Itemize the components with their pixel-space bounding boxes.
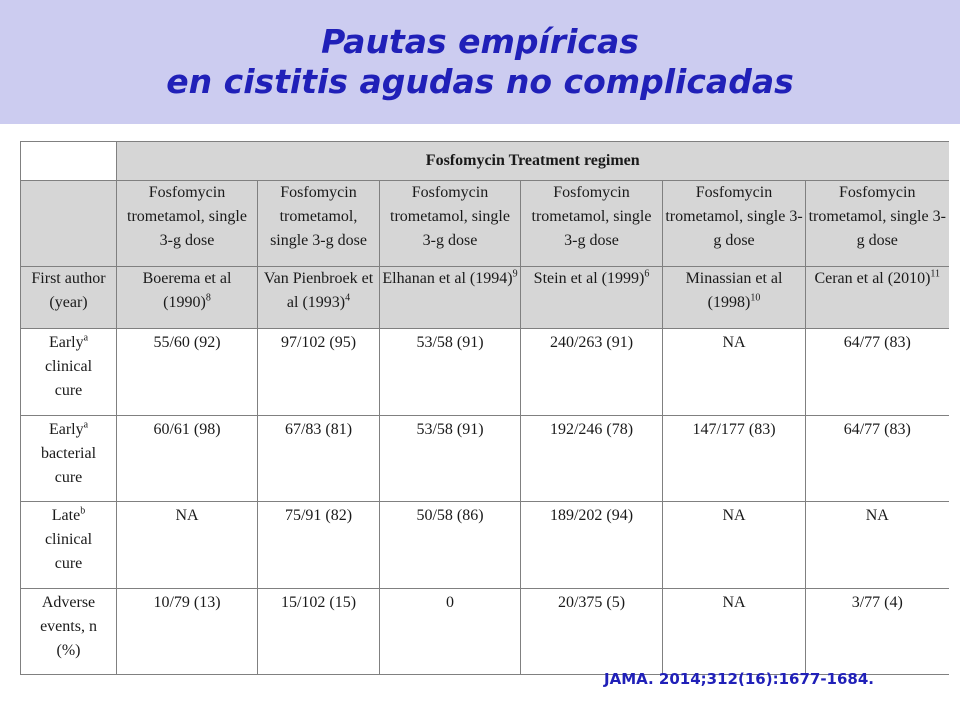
data-cell: 60/61 (98)	[117, 416, 258, 502]
row-label: Adverse events, n (%)	[21, 589, 117, 675]
data-cell: 64/77 (83)	[806, 416, 949, 502]
data-cell: 55/60 (92)	[117, 329, 258, 416]
author-cell: Boerema et al $(1990)^8$	[117, 267, 258, 329]
slide-title	[0, 22, 960, 102]
data-cell: NA	[806, 502, 949, 589]
data-cell: 0	[380, 589, 521, 675]
author-label: First author (year)	[21, 267, 117, 329]
table-row	[21, 589, 949, 675]
regimen-cell: Fosfomycin trometamol, single 3-g dose	[663, 181, 806, 267]
regimen-label-cell	[21, 181, 117, 267]
data-cell: 3/77 (4)	[806, 589, 949, 675]
table-row	[21, 502, 949, 589]
data-cell: NA	[663, 589, 806, 675]
data-cell: 192/246 (78)	[521, 416, 663, 502]
data-cell: 50/58 (86)	[380, 502, 521, 589]
data-cell: 240/263 (91)	[521, 329, 663, 416]
fosfomycin-table	[20, 141, 949, 675]
data-cell: 10/79 (13)	[117, 589, 258, 675]
data-cell: 97/102 (95)	[258, 329, 380, 416]
data-cell: 189/202 (94)	[521, 502, 663, 589]
author-cell: Ceran et al $(2010)^{11}$	[806, 267, 949, 329]
data-cell: 53/58 (91)	[380, 416, 521, 502]
regimen-cell: Fosfomycin trometamol, single 3-g dose	[521, 181, 663, 267]
data-cell: 67/83 (81)	[258, 416, 380, 502]
data-cell: 20/375 (5)	[521, 589, 663, 675]
regimen-row	[21, 181, 949, 267]
data-cell: 53/58 (91)	[380, 329, 521, 416]
table-group-header-row	[21, 142, 949, 181]
author-cell: Van Pienbroek et al $(1993)^4$	[258, 267, 380, 329]
group-header: Fosfomycin Treatment regimen	[117, 142, 949, 181]
table-row	[21, 329, 949, 416]
slide-title-line-2: en cistitis agudas no complicadas	[166, 62, 794, 101]
data-cell: 75/91 (82)	[258, 502, 380, 589]
data-cell: NA	[663, 502, 806, 589]
slide-title-line-1: Pautas empíricas	[321, 22, 639, 61]
data-cell: 15/102 (15)	[258, 589, 380, 675]
row-label: Early$^a$ bacterial cure	[21, 416, 117, 502]
regimen-cell: Fosfomycin trometamol, single 3-g dose	[258, 181, 380, 267]
row-label: Early$^a$ clinical cure	[21, 329, 117, 416]
corner-cell	[21, 142, 117, 181]
citation: JAMA. 2014;312(16):1677-1684.	[604, 670, 874, 688]
author-cell: Stein et al $(1999)^6$	[521, 267, 663, 329]
data-cell: NA	[663, 329, 806, 416]
row-label: Late$^b$ clinical cure	[21, 502, 117, 589]
author-row	[21, 267, 949, 329]
data-cell: 147/177 (83)	[663, 416, 806, 502]
data-cell: NA	[117, 502, 258, 589]
author-cell: Elhanan et al $(1994)^9$	[380, 267, 521, 329]
regimen-cell: Fosfomycin trometamol, single 3-g dose	[806, 181, 949, 267]
data-cell: 64/77 (83)	[806, 329, 949, 416]
author-cell: Minassian et al $(1998)^{10}$	[663, 267, 806, 329]
table-row	[21, 416, 949, 502]
regimen-cell: Fosfomycin trometamol, single 3-g dose	[117, 181, 258, 267]
regimen-cell: Fosfomycin trometamol, single 3-g dose	[380, 181, 521, 267]
